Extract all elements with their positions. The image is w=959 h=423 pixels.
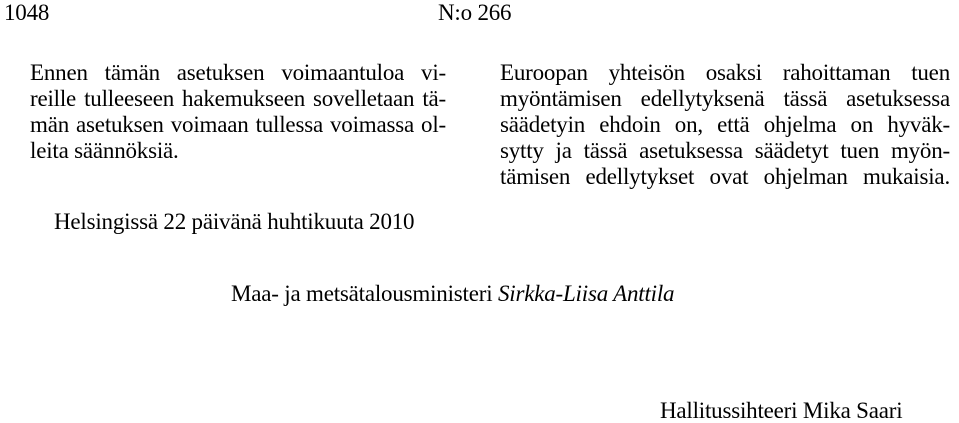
secretary-signature: Hallitussihteeri Mika Saari (660, 398, 903, 423)
right-paragraph-line: sytty ja tässä asetuksessa säädetyt tuen myön- (500, 138, 950, 163)
page-number: 1048 (4, 0, 50, 25)
left-paragraph-line: leita säännöksiä. (30, 138, 179, 163)
right-paragraph-line: tämisen edellytykset ovat ohjelman mukaisia. (500, 164, 950, 189)
left-paragraph-line: Ennen tämän asetuksen voimaantuloa vi- (30, 60, 446, 85)
left-paragraph-line: män asetuksen voimaan tullessa voimassa ol- (30, 112, 446, 137)
date-line: Helsingissä 22 päivänä huhtikuuta 2010 (54, 209, 415, 234)
right-paragraph-line: Euroopan yhteisön osaksi rahoittaman tuen (500, 60, 950, 85)
minister-title: Maa- ja metsätalousministeri (231, 281, 493, 306)
minister-signature (231, 282, 674, 305)
document-number: N:o 266 (438, 0, 512, 25)
right-paragraph-line: säädetyin ehdoin on, että ohjelma on hyväk- (500, 112, 950, 137)
right-paragraph-line: myöntämisen edellytyksenä tässä asetuksessa (500, 86, 950, 111)
minister-name: Sirkka-Liisa Anttila (497, 281, 675, 306)
left-paragraph-line: reille tulleeseen hakemukseen sovelletaan tä- (30, 86, 446, 111)
